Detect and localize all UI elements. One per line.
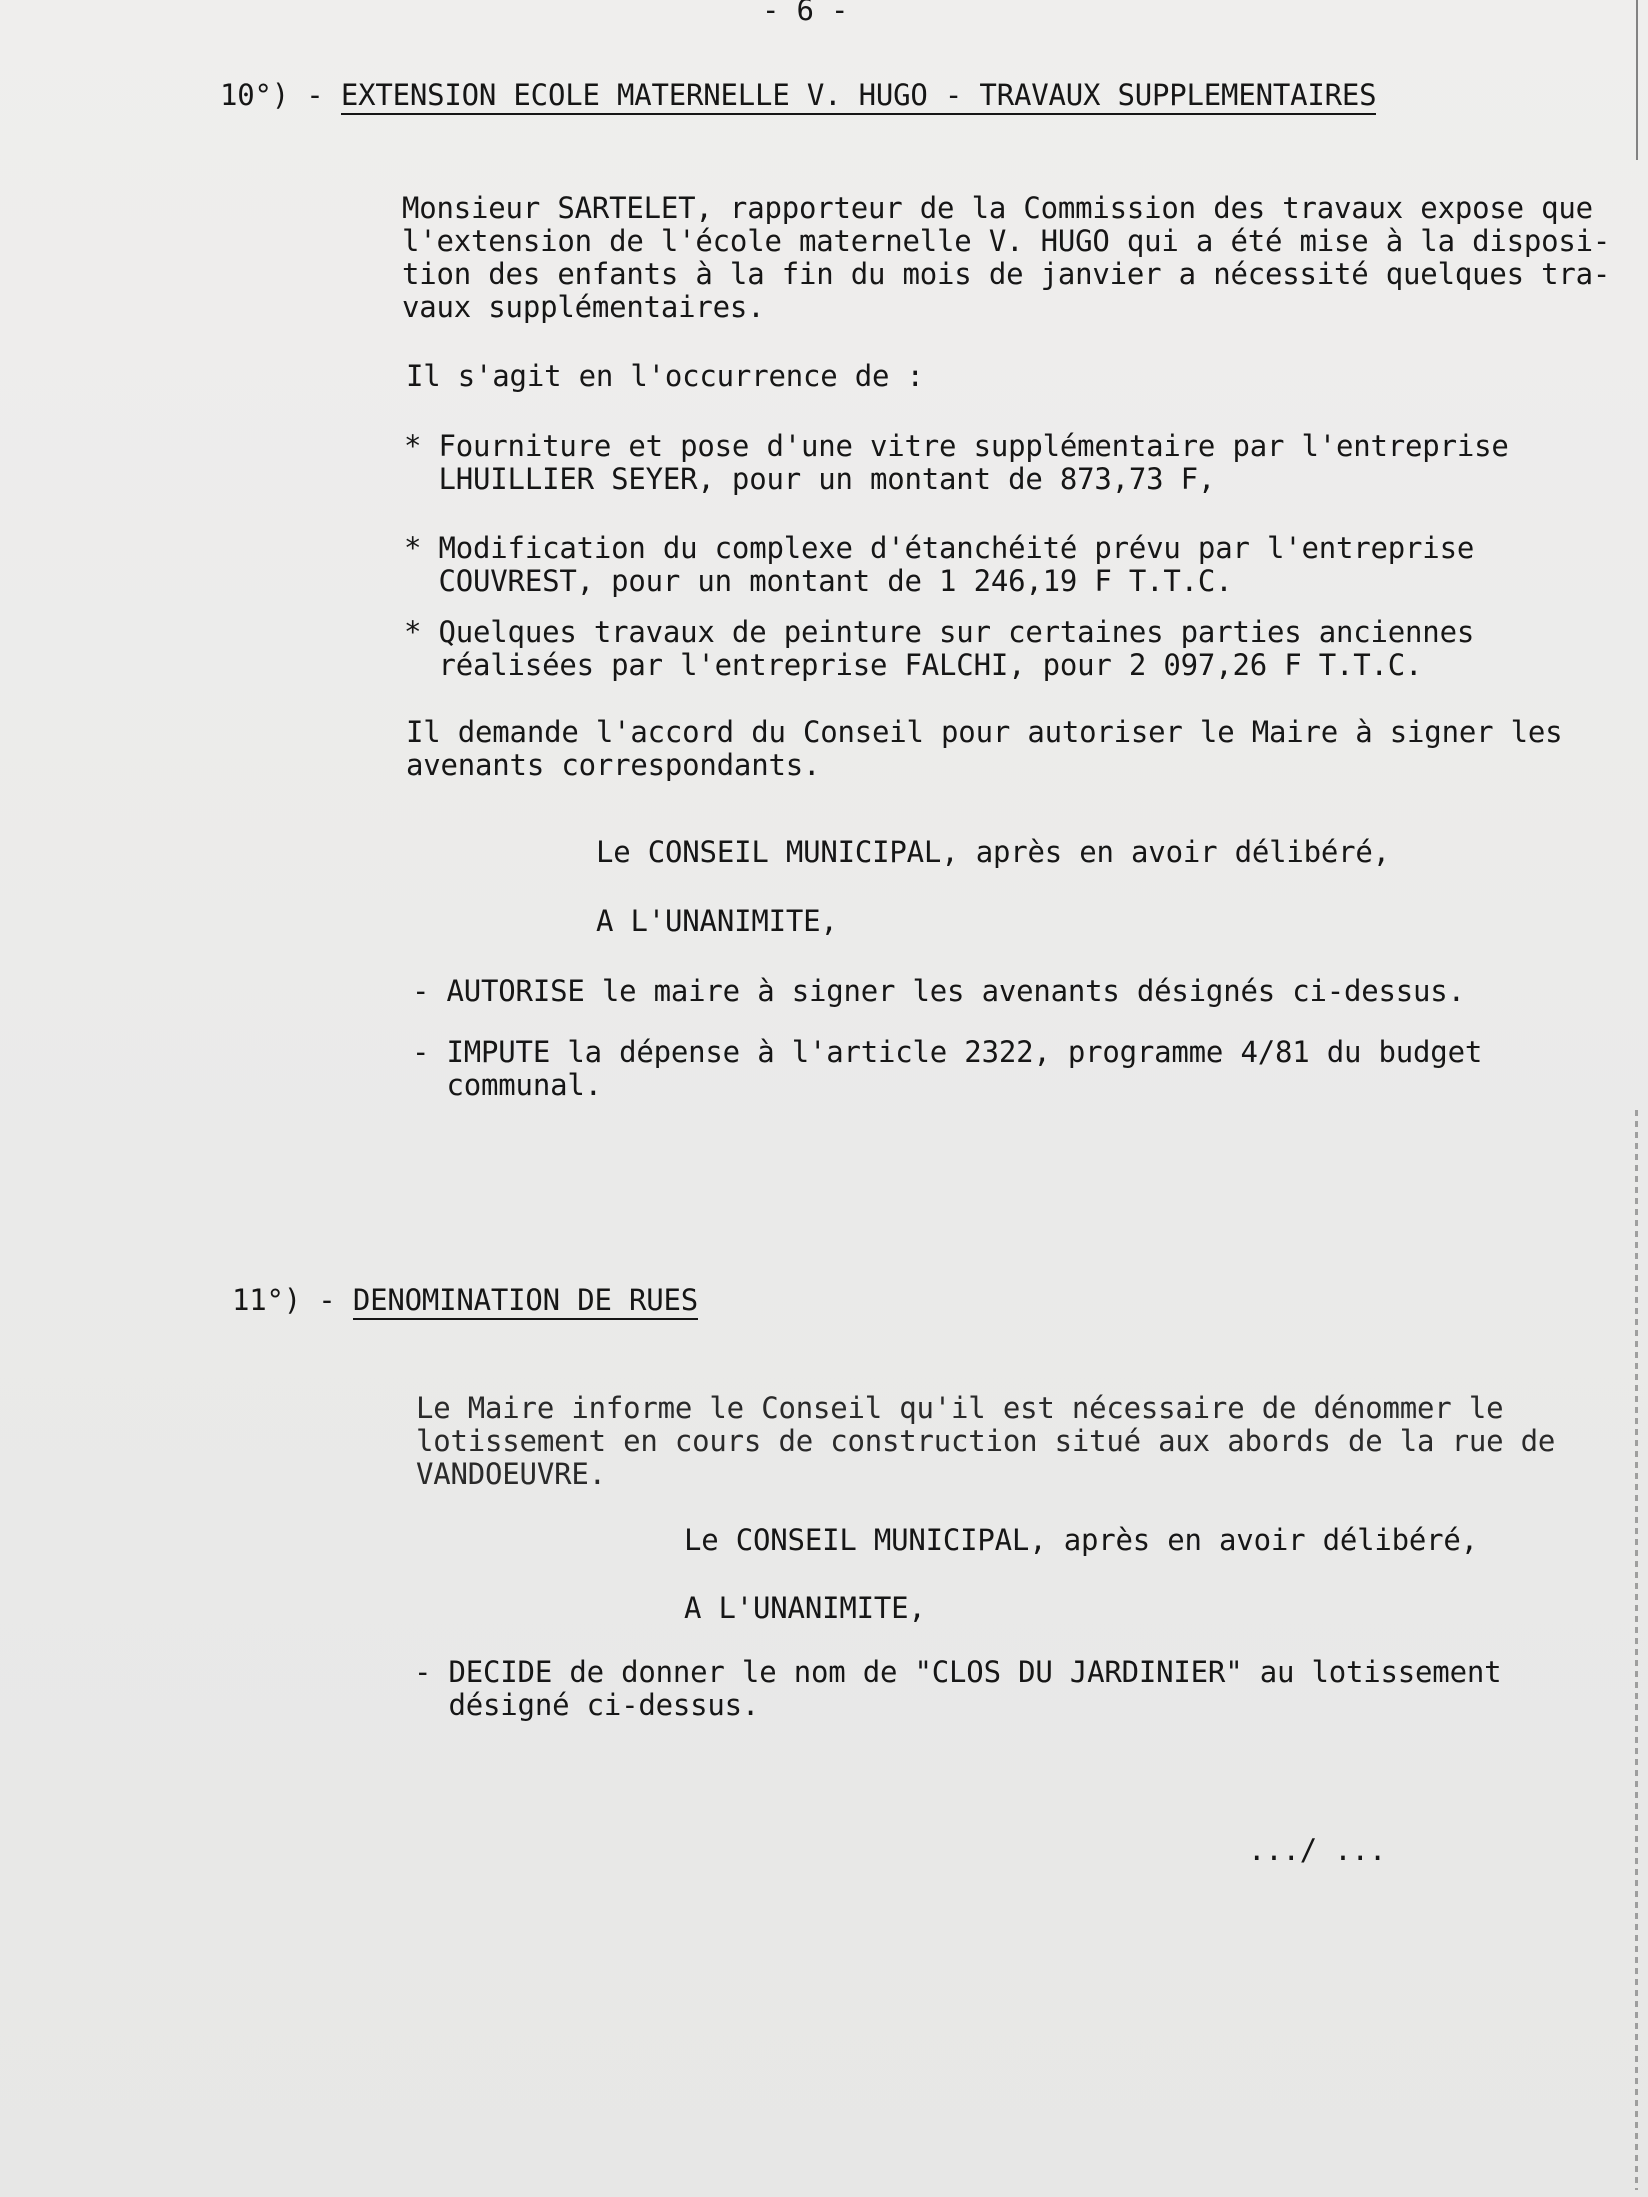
section-11-council: Le CONSEIL MUNICIPAL, après en avoir délibéré, (684, 1523, 1478, 1557)
section-10-heading (220, 79, 1376, 112)
section-10-intro-line-3: tion des enfants à la fin du mois de janvier a nécessité quelques tra- (402, 257, 1611, 291)
scan-edge-mark-lower (1635, 1110, 1638, 2190)
section-10-item-1-line-2: LHUILLIER SEYER, pour un montant de 873,73 F, (404, 462, 1216, 496)
section-10-unanimity: A L'UNANIMITE, (596, 904, 838, 938)
section-11-intro-line-2: lotissement en cours de construction situé aux abords de la rue de (416, 1424, 1556, 1458)
section-10-item-2-line-2: COUVREST, pour un montant de 1 246,19 F T.T.C. (404, 564, 1233, 598)
section-10-intro-line-4: vaux supplémentaires. (402, 290, 765, 324)
page-number: - 6 - (762, 0, 849, 27)
continuation-mark: .../ ... (1248, 1833, 1387, 1867)
section-10-council: Le CONSEIL MUNICIPAL, après en avoir délibéré, (596, 835, 1390, 869)
section-10-number: 10°) - (220, 78, 341, 112)
section-11-intro-line-3: VANDOEUVRE. (416, 1457, 606, 1491)
section-10-item-1-line-1: * Fourniture et pose d'une vitre supplémentaire par l'entreprise (404, 429, 1509, 463)
section-10-title: EXTENSION ECOLE MATERNELLE V. HUGO - TRAVAUX SUPPLEMENTAIRES (341, 78, 1377, 115)
scan-edge-mark (1636, 0, 1638, 160)
section-10-decision-2-line-1: - IMPUTE la dépense à l'article 2322, programme 4/81 du budget (412, 1035, 1483, 1069)
section-11-intro-line-1: Le Maire informe le Conseil qu'il est nécessaire de dénommer le (416, 1391, 1504, 1425)
section-10-request-line-1: Il demande l'accord du Conseil pour autoriser le Maire à signer les (406, 715, 1563, 749)
section-10-occurrence: Il s'agit en l'occurrence de : (406, 359, 924, 393)
section-10-decision-2-line-2: communal. (412, 1068, 602, 1102)
section-10-item-3-line-1: * Quelques travaux de peinture sur certaines parties anciennes (404, 615, 1475, 649)
section-11-decision-line-1: - DECIDE de donner le nom de "CLOS DU JARDINIER" au lotissement (414, 1655, 1502, 1689)
section-10-request-line-2: avenants correspondants. (406, 748, 821, 782)
section-11-unanimity: A L'UNANIMITE, (684, 1591, 926, 1625)
section-11-decision-line-2: désigné ci-dessus. (414, 1688, 760, 1722)
section-10-intro-line-2: l'extension de l'école maternelle V. HUGO qui a été mise à la disposi- (402, 224, 1611, 258)
section-10-decision-1: - AUTORISE le maire à signer les avenants désignés ci-dessus. (412, 974, 1465, 1008)
section-11-title: DENOMINATION DE RUES (353, 1283, 698, 1320)
section-10-intro-line-1: Monsieur SARTELET, rapporteur de la Commission des travaux expose que (402, 191, 1593, 225)
section-10-item-3-line-2: réalisées par l'entreprise FALCHI, pour 2 097,26 F T.T.C. (404, 648, 1423, 682)
section-10-item-2-line-1: * Modification du complexe d'étanchéité prévu par l'entreprise (404, 531, 1475, 565)
section-11-number: 11°) - (232, 1283, 353, 1317)
section-11-heading (232, 1284, 698, 1317)
